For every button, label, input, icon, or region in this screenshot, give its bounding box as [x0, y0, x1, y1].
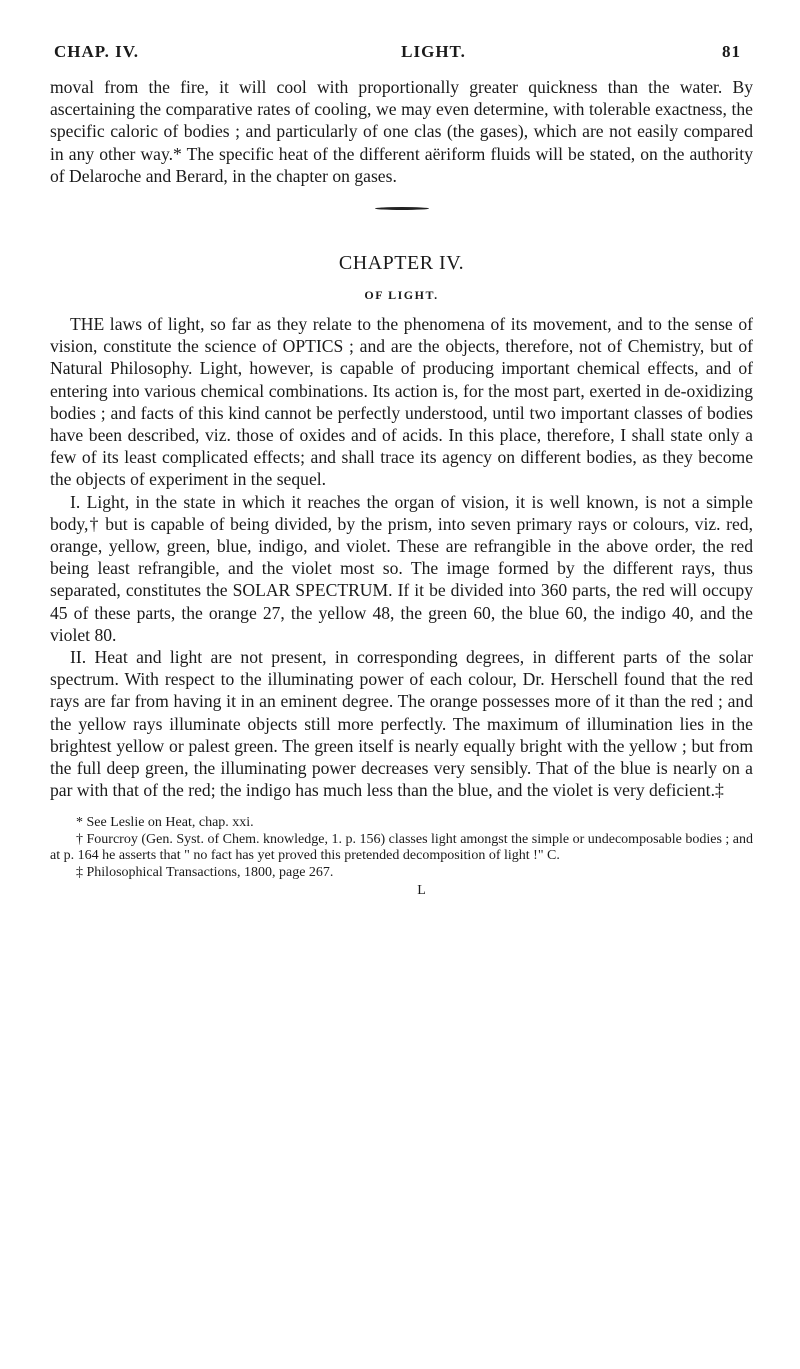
- body-text: [50, 76, 753, 801]
- chapter-heading: CHAPTER IV.: [338, 252, 465, 275]
- running-head: [50, 42, 753, 68]
- section-divider-rule: [375, 207, 429, 210]
- footnote-1: * See Leslie on Heat, chap. xxi.: [76, 815, 254, 831]
- footnote-3: ‡ Philosophical Transactions, 1800, page 267.: [76, 864, 334, 880]
- footnotes: [50, 815, 753, 899]
- paragraph-intro: THE laws of light, so far as they relate to the phenomena of its movement, and to the sense of vision, constitute the science of OPTICS ; and are the objects, therefore, not of Chemistry, but of Natural Philosophy. Light, however, is capable of producing important chemical effects, and of entering into various chemical combinations. Its action is, for the most part, exerted in de-oxidizing bodies ; and facts of this kind cannot be perfectly understood, until two important classes of bodies have been described, viz. those of oxides and of acids. In this place, therefore, I shall state only a few of its least complicated effects; and shall trace its agency on different bodies, as they become the objects of experiment in the sequel.: [50, 314, 753, 490]
- page-number: 81: [721, 42, 741, 61]
- book-page: [50, 42, 753, 899]
- signature-mark: L: [417, 883, 426, 899]
- running-head-title: LIGHT.: [401, 42, 466, 61]
- footnote-2: † Fourcroy (Gen. Syst. of Chem. knowledge, 1. p. 156) classes light amongst the simple or undecomposable bodies ; and at p. 164 he asserts that " no fact has yet proved this pretended decomposition of light !" C.: [50, 831, 753, 864]
- paragraph-section-ii: II. Heat and light are not present, in corresponding degrees, in different parts of the solar spectrum. With respect to the illuminating power of each colour, Dr. Herschell found that the red rays are far from having it in an eminent degree. The orange possesses more of it than the red ; and the yellow rays illuminate objects still more perfectly. The maximum of illumination lies in the brightest yellow or palest green. The green itself is nearly equally bright with the yellow ; but from the full deep green, the illuminating power decreases very sensibly. That of the blue is nearly on a par with that of the red; the indigo has much less than the blue, and the violet is very deficient.‡: [50, 647, 753, 801]
- paragraph-section-i: I. Light, in the state in which it reaches the organ of vision, it is well known, is not a simple body,† but is capable of being divided, by the prism, into seven primary rays or colours, viz. red, orange, yellow, green, blue, indigo, and violet. These are refrangible in the above order, the red being least refrangible, and the violet most so. The image formed by the different rays, thus separated, constitutes the SOLAR SPECTRUM. If it be divided into 360 parts, the red will occupy 45 of these parts, the orange 27, the yellow 48, the green 60, the blue 60, the indigo 40, and the violet 80.: [50, 491, 753, 645]
- chapter-subtitle: OF LIGHT.: [364, 288, 439, 303]
- running-head-chapter: CHAP. IV.: [54, 42, 140, 61]
- continuation-paragraph: moval from the fire, it will cool with proportionally greater quickness than the water. By ascertaining the comparative rates of cooling, we may even determine, with tolerable exactness, the specific caloric of bodies ; and particularly of one clas (the gases), which are not easily compared in any other way.* The specific heat of the different aëriform fluids will be stated, on the authority of Delaroche and Berard, in the chapter on gases.: [50, 77, 753, 186]
